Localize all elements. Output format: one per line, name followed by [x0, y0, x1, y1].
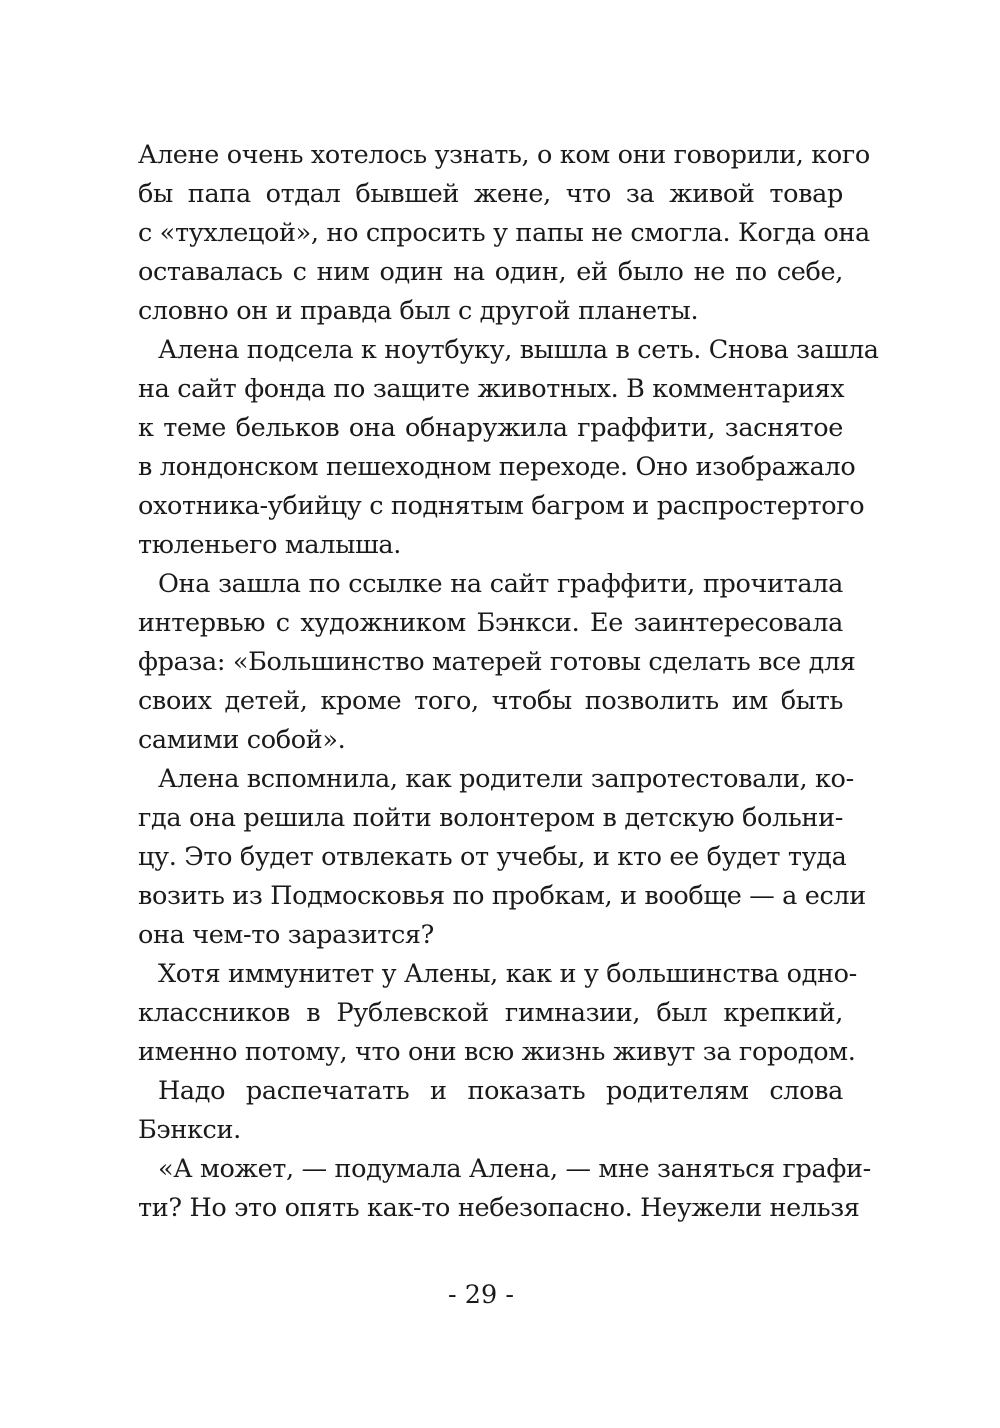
text-line: именно потому, что они всю жизнь живут за городом. — [138, 1037, 856, 1067]
text-line: гда она решила пойти волонтером в детскую больни- — [138, 803, 843, 833]
text-line: словно он и правда был с другой планеты. — [138, 296, 699, 326]
text-line: Алена подсела к ноутбуку, вышла в сеть. Снова зашла — [158, 335, 879, 365]
text-line: Надо распечатать и показать родителям слова — [158, 1076, 843, 1106]
text-line: в лондонском пешеходном переходе. Оно изображало — [138, 452, 856, 482]
body-text — [138, 136, 879, 1228]
text-line: оставалась с ним один на один, ей было не по себе, — [138, 257, 843, 287]
text-line: она чем-то заразится? — [138, 920, 434, 950]
text-line: Алене очень хотелось узнать, о ком они говорили, кого — [138, 140, 870, 170]
text-line: возить из Подмосковья по пробкам, и вообще — а если — [138, 881, 866, 911]
paragraph — [138, 331, 879, 565]
paragraph — [138, 1072, 843, 1150]
paragraph — [138, 1150, 871, 1228]
page-number: - 29 - — [448, 1280, 514, 1310]
text-line: «А может, — подумала Алена, — мне заняться графи- — [158, 1154, 871, 1184]
text-line: охотника-убийцу с поднятым багром и распростертого — [138, 491, 865, 521]
text-line: Бэнкси. — [138, 1115, 241, 1145]
paragraph — [138, 760, 866, 955]
text-line: самими собой». — [138, 725, 346, 755]
text-line: цу. Это будет отвлекать от учебы, и кто ее будет туда — [138, 842, 847, 872]
text-line: Она зашла по ссылке на сайт граффити, прочитала — [158, 569, 843, 599]
text-line: на сайт фонда по защите животных. В комментариях — [138, 374, 845, 404]
paragraph — [138, 955, 857, 1072]
text-line: Алена вспомнила, как родители запротестовали, ко- — [158, 764, 854, 794]
text-line: фраза: «Большинство матерей готовы сделать все для — [138, 647, 856, 677]
text-line: ти? Но это опять как-то небезопасно. Неужели нельзя — [138, 1193, 860, 1223]
text-line: бы папа отдал бывшей жене, что за живой товар — [138, 179, 843, 209]
text-line: своих детей, кроме того, чтобы позволить им быть — [138, 686, 843, 716]
text-line: классников в Рублевской гимназии, был крепкий, — [138, 998, 843, 1028]
text-line: интервью с художником Бэнкси. Ее заинтересовала — [138, 608, 843, 638]
text-line: к теме бельков она обнаружила граффити, заснятое — [138, 413, 843, 443]
paragraph — [138, 565, 856, 760]
text-line: с «тухлецой», но спросить у папы не смогла. Когда она — [138, 218, 870, 248]
text-line: Хотя иммунитет у Алены, как и у большинства одно- — [158, 959, 857, 989]
text-line: тюленьего малыша. — [138, 530, 401, 560]
paragraph — [138, 136, 870, 331]
